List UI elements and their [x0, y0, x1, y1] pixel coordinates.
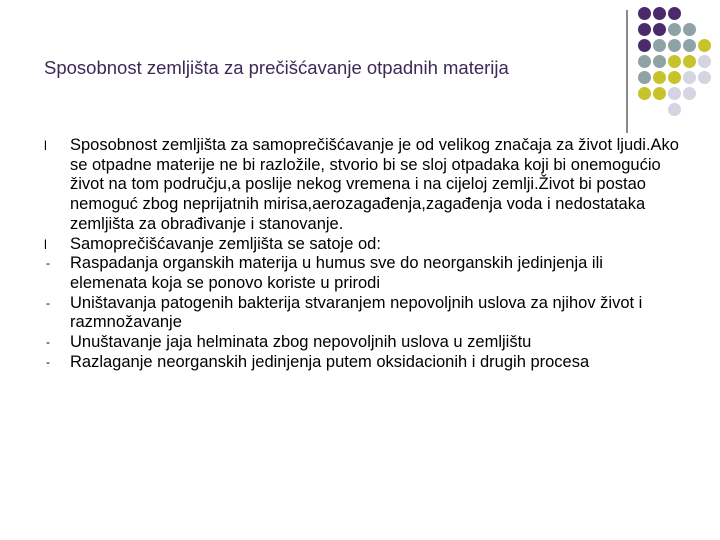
- decor-dot: [653, 39, 666, 52]
- decor-dot: [698, 55, 711, 68]
- decor-dot: [653, 87, 666, 100]
- decor-dot: [638, 23, 651, 36]
- decor-dot: [683, 71, 696, 84]
- decor-dot: [653, 7, 666, 20]
- dash-item: [44, 254, 684, 293]
- bullet-marker: l: [44, 138, 47, 153]
- dash-text: Uništavanja patogenih bakterija stvaranjem nepovoljnih uslova za njihov život i razmnožavanje: [70, 293, 643, 332]
- divider-line: [626, 10, 628, 133]
- decor-dot: [653, 55, 666, 68]
- dash-marker: -: [46, 335, 50, 350]
- dash-text: Raspadanja organskih materija u humus sve do neorganskih jedinjenja ili elemenata koja se ponovo koriste u prirodi: [70, 254, 603, 292]
- dash-text: Unuštavanje jaja helminata zbog nepovoljnih uslova u zemljištu: [70, 333, 532, 352]
- slide-body: [44, 136, 684, 372]
- decor-dot: [698, 71, 711, 84]
- decor-dot: [698, 39, 711, 52]
- decor-dot: [653, 23, 666, 36]
- decor-dot: [668, 23, 681, 36]
- decor-dot: [653, 71, 666, 84]
- decor-dot: [638, 7, 651, 20]
- decor-dot: [683, 87, 696, 100]
- dash-marker: -: [46, 295, 50, 310]
- decor-dot: [668, 39, 681, 52]
- dash-item: [44, 353, 684, 373]
- bullet-marker: l: [44, 236, 47, 252]
- dash-marker: -: [46, 354, 50, 369]
- decor-dot: [668, 7, 681, 20]
- decor-dot: [638, 39, 651, 52]
- decor-dot: [668, 87, 681, 100]
- decor-dot: [638, 71, 651, 84]
- bullet-item: [44, 136, 684, 235]
- bullet-text: Samoprečišćavanje zemljišta se satoje od:: [70, 234, 381, 253]
- bullet-item: [44, 235, 684, 255]
- dash-text: Razlaganje neorganskih jedinjenja putem oksidacionih i drugih procesa: [70, 352, 590, 371]
- decor-dot: [668, 103, 681, 116]
- dash-marker: -: [46, 256, 50, 271]
- decor-dot: [638, 55, 651, 68]
- decor-dot: [638, 87, 651, 100]
- bullet-text: Sposobnost zemljišta za samoprečišćavanje je od velikog značaja za život ljudi.Ako se otpadne materije ne bi razložile, stvorio bi se sloj otpadaka koji bi onemogućio život na tom području,a poslije nekog vremena i na cijeloj zemlji.Život bi postao nemoguć zbog neprijatnih mirisa,aerozagađenja,zagađenja voda i nedostataka zemljišta za obrađivanje i stanovanje.: [70, 136, 679, 233]
- dash-item: [44, 333, 684, 353]
- decor-dot: [683, 23, 696, 36]
- decor-dot: [668, 55, 681, 68]
- decor-dot: [683, 39, 696, 52]
- decor-dot: [668, 71, 681, 84]
- dash-item: [44, 294, 684, 333]
- decor-dot: [683, 55, 696, 68]
- slide-title: Sposobnost zemljišta za prečišćavanje otpadnih materija: [44, 57, 509, 78]
